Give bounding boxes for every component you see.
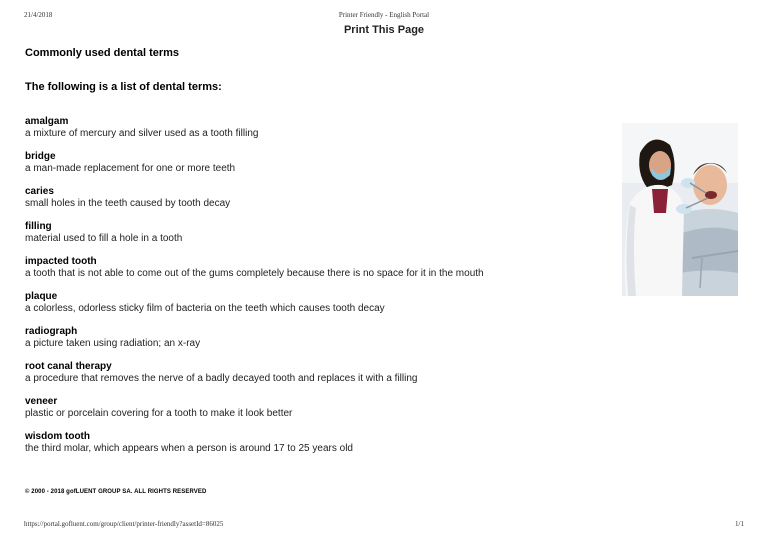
term-definition: a colorless, odorless sticky film of bacteria on the teeth which causes tooth decay xyxy=(25,303,385,314)
term-name: amalgam xyxy=(25,116,69,127)
term-item xyxy=(25,186,595,221)
term-item xyxy=(25,396,595,431)
page-number: 1/1 xyxy=(735,520,744,528)
term-name: impacted tooth xyxy=(25,256,97,267)
term-name: radiograph xyxy=(25,326,78,337)
term-item xyxy=(25,221,595,256)
term-definition: a man-made replacement for one or more teeth xyxy=(25,163,236,174)
term-item xyxy=(25,326,595,361)
term-definition: a procedure that removes the nerve of a badly decayed tooth and replaces it with a filling xyxy=(25,373,418,384)
term-definition: a picture taken using radiation; an x-ray xyxy=(25,338,201,349)
term-definition: material used to fill a hole in a tooth xyxy=(25,233,183,244)
term-name: plaque xyxy=(25,291,58,302)
print-page-link[interactable]: Print This Page xyxy=(343,24,425,36)
print-date: 21/4/2018 xyxy=(24,11,53,19)
term-item xyxy=(25,361,595,396)
term-item xyxy=(25,256,595,291)
print-doc-title: Printer Friendly - English Portal xyxy=(338,11,430,19)
term-definition: small holes in the teeth caused by tooth decay xyxy=(25,198,231,209)
page-url: https://portal.gofluent.com/group/client/printer-friendly?assetId=86025 xyxy=(24,520,224,528)
term-name: root canal therapy xyxy=(25,361,112,372)
term-item xyxy=(25,151,595,186)
term-item xyxy=(25,116,595,151)
term-name: filling xyxy=(25,221,52,232)
term-name: caries xyxy=(25,186,54,197)
list-intro: The following is a list of dental terms: xyxy=(25,81,222,93)
page-title: Commonly used dental terms xyxy=(25,47,180,59)
term-name: veneer xyxy=(25,396,58,407)
term-list xyxy=(25,116,595,466)
term-definition: plastic or porcelain covering for a tooth to make it look better xyxy=(25,408,293,419)
term-definition: a tooth that is not able to come out of the gums completely because there is no space for it in the mouth xyxy=(25,268,484,279)
term-item xyxy=(25,431,595,466)
term-definition: the third molar, which appears when a person is around 17 to 25 years old xyxy=(25,443,353,454)
copyright-notice: © 2000 - 2018 gofLUENT GROUP SA. ALL RIGHTS RESERVED xyxy=(25,489,207,495)
term-item xyxy=(25,291,595,326)
term-name: bridge xyxy=(25,151,56,162)
term-definition: a mixture of mercury and silver used as a tooth filling xyxy=(25,128,259,139)
dentist-photo xyxy=(622,123,738,296)
term-name: wisdom tooth xyxy=(25,431,90,442)
print-footer xyxy=(24,520,744,530)
print-header xyxy=(24,11,744,23)
